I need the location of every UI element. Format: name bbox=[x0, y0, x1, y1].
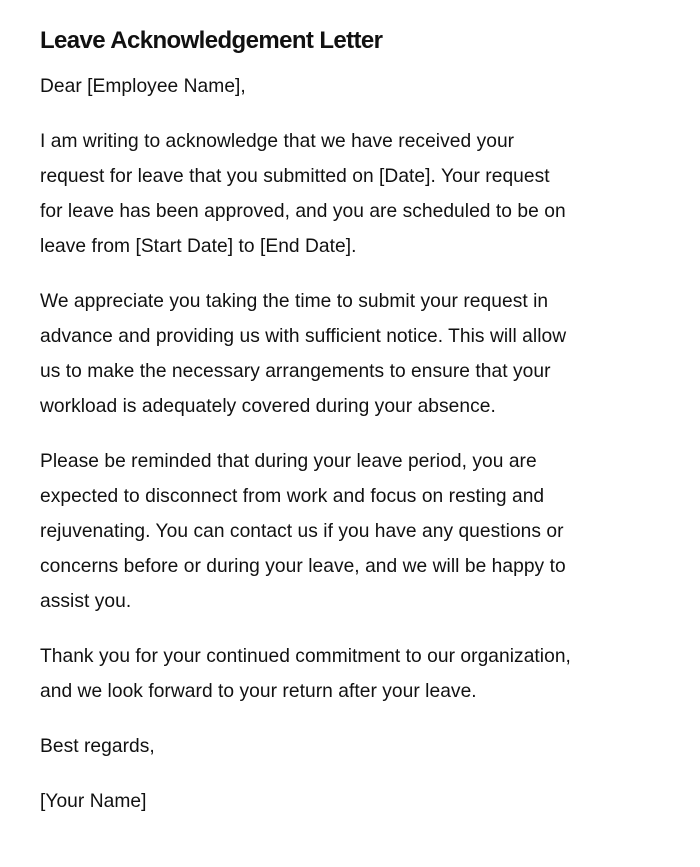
paragraph-thanks bbox=[40, 639, 650, 709]
paragraph-acknowledgement bbox=[40, 124, 650, 264]
line: and we look forward to your return after your leave. bbox=[40, 681, 477, 702]
signature: [Your Name] bbox=[40, 791, 147, 812]
paragraph-appreciation bbox=[40, 284, 650, 424]
letter-document bbox=[40, 24, 650, 819]
line: for leave has been approved, and you are scheduled to be on bbox=[40, 201, 566, 222]
line: request for leave that you submitted on [Date]. Your request bbox=[40, 166, 550, 187]
closing: Best regards, bbox=[40, 736, 155, 757]
line: advance and providing us with sufficient notice. This will allow bbox=[40, 326, 567, 347]
line: us to make the necessary arrangements to ensure that your bbox=[40, 361, 551, 382]
paragraph-reminder bbox=[40, 444, 650, 619]
line: rejuvenating. You can contact us if you have any questions or bbox=[40, 521, 564, 542]
line: I am writing to acknowledge that we have received your bbox=[40, 131, 515, 152]
letter-title: Leave Acknowledgement Letter bbox=[40, 27, 383, 54]
line: leave from [Start Date] to [End Date]. bbox=[40, 236, 357, 257]
line: expected to disconnect from work and focus on resting and bbox=[40, 486, 545, 507]
line: We appreciate you taking the time to submit your request in bbox=[40, 291, 549, 312]
line: concerns before or during your leave, and we will be happy to bbox=[40, 556, 566, 577]
line: Please be reminded that during your leave period, you are bbox=[40, 451, 537, 472]
greeting: Dear [Employee Name], bbox=[40, 76, 246, 97]
line: workload is adequately covered during your absence. bbox=[40, 396, 496, 417]
line: assist you. bbox=[40, 591, 132, 612]
line: Thank you for your continued commitment to our organization, bbox=[40, 646, 571, 667]
